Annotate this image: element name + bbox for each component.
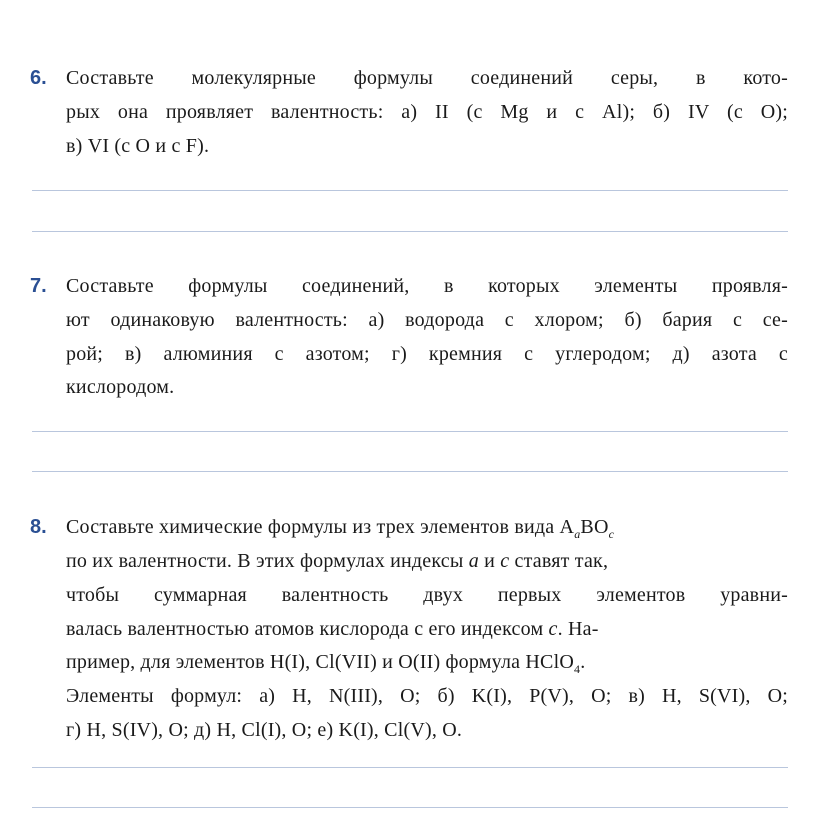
task-text-line	[66, 619, 599, 639]
answer-line[interactable]	[32, 431, 788, 432]
task-text-line: Составьте молекулярные формулы соединений серы, в кото-	[66, 67, 788, 89]
task-number: 7.	[30, 275, 47, 297]
subscript-a: a	[574, 527, 581, 541]
task-text-line: рой; в) алюминия с азотом; г) кремния с углеродом; д) азота с	[66, 343, 788, 365]
task-text-line	[66, 551, 608, 571]
task-text-line: г) H, S(IV), O; д) H, Cl(I), O; е) K(I), Cl(V), O.	[66, 719, 463, 741]
index-a: a	[468, 550, 479, 572]
index-c: c	[500, 550, 510, 572]
index-c: c	[548, 618, 558, 640]
text-segment: BO	[580, 516, 609, 538]
task-text-line: в) VI (с O и с F).	[66, 135, 210, 157]
answer-line[interactable]	[32, 767, 788, 768]
task-text-line	[66, 651, 586, 676]
task-text-line: Элементы формул: а) H, N(III), O; б) K(I), P(V), O; в) H, S(VI), O;	[66, 685, 788, 707]
text-segment: ставят так,	[509, 550, 609, 572]
task-text-line: кислородом.	[66, 376, 175, 398]
answer-line[interactable]	[32, 231, 788, 232]
text-segment: валась валентностью атомов кислорода с его индексом	[66, 618, 549, 640]
task-number: 6.	[30, 67, 47, 89]
text-segment: .	[580, 651, 586, 673]
task-text-line: Составьте формулы соединений, в которых элементы проявля-	[66, 275, 788, 297]
task-text-line: чтобы суммарная валентность двух первых элементов уравни-	[66, 584, 788, 606]
task-number: 8.	[30, 516, 47, 538]
subscript-4: 4	[574, 662, 581, 676]
answer-line[interactable]	[32, 807, 788, 808]
text-segment: Составьте химические формулы из трех элементов вида A	[66, 516, 575, 538]
text-segment: пример, для элементов H(I), Cl(VII) и O(II) формула HClO	[66, 651, 574, 673]
answer-line[interactable]	[32, 471, 788, 472]
text-segment: по их валентности. В этих формулах индексы	[66, 550, 469, 572]
text-segment: и	[478, 550, 501, 572]
answer-line[interactable]	[32, 190, 788, 191]
subscript-c: c	[608, 527, 615, 541]
text-segment: . На-	[557, 618, 599, 640]
task-text-line: ют одинаковую валентность: а) водорода с хлором; б) бария с се-	[66, 309, 788, 331]
task-text-line: рых она проявляет валентность: а) II (с Mg и с Al); б) IV (с O);	[66, 101, 788, 123]
task-text-line	[66, 516, 615, 541]
